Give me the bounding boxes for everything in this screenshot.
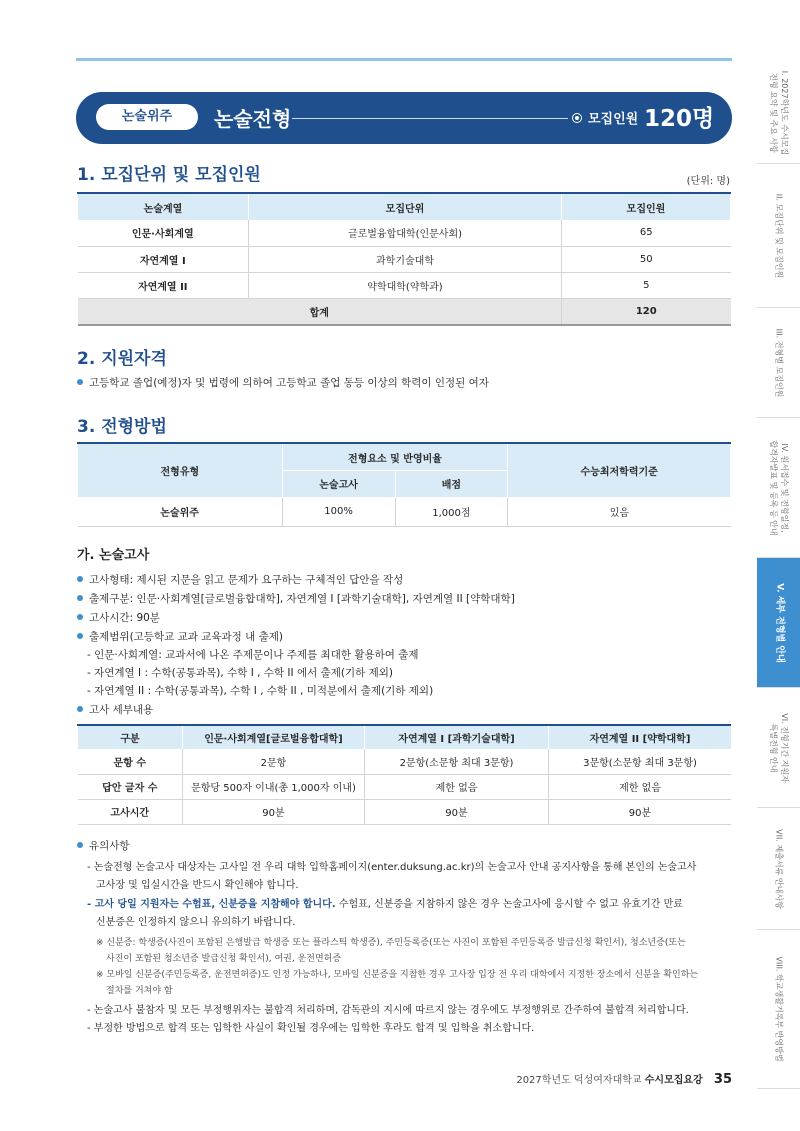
total-value: 120	[562, 298, 731, 325]
table-cell: 제한 없음	[549, 774, 732, 799]
table-cell: 답안 글자 수	[78, 774, 183, 799]
side-tab-label: IV. 원서접수 및 전형일정,	[779, 442, 789, 533]
banner-divider	[292, 118, 568, 119]
total-row	[78, 298, 731, 325]
note-rest-text: 수험표, 신분증을 지참하지 않은 경우 논술고사에 응시할 수 없고 유효기간 만료	[335, 899, 683, 910]
eligibility-text: 고등학교 졸업(예정)자 및 법령에 의하여 고등학교 졸업 동등 이상의 학력이 인정된 여자	[77, 375, 489, 390]
page-footer	[516, 1071, 732, 1087]
exam-detail-table	[77, 724, 731, 825]
table-cell: 문항 수	[78, 749, 183, 774]
table-cell: 65	[562, 220, 731, 246]
circle-dot-icon	[572, 113, 582, 123]
table-row	[78, 799, 732, 824]
unit-note: (단위: 명)	[686, 176, 730, 187]
exam-range-item: - 자연계열 I : 수학(공통과목), 수학 I , 수학 II 에서 출제(기하 제외)	[87, 667, 393, 679]
section1-title: 1. 모집단위 및 모집인원	[77, 165, 261, 185]
side-tab-label: II. 모집단위 및 모집인원	[774, 193, 783, 278]
table-cell: 인문·사회계열	[78, 220, 249, 246]
side-tab-2[interactable]	[757, 164, 800, 308]
table-cell: 90분	[549, 799, 732, 824]
table-header: 배점	[395, 471, 508, 498]
note-highlight-text: - 고사 당일 지원자는 수험표, 신분증을 지참해야 합니다.	[87, 899, 336, 910]
table-cell: 문항당 500자 이내(총 1,000자 이내)	[183, 774, 365, 799]
table-row	[78, 749, 732, 774]
table-header: 구분	[78, 725, 183, 749]
table-cell: 100%	[282, 497, 395, 526]
section3-title: 3. 전형방법	[77, 417, 167, 437]
table-cell: 2문항(소문항 최대 3문항)	[365, 749, 549, 774]
table-cell: 제한 없음	[365, 774, 549, 799]
exam-bullet: 출제구분: 인문·사회계열[글로벌융합대학], 자연계열 I [과학기술대학], 자연계열 II [약학대학]	[77, 591, 515, 606]
note-item: - 논술전형 논술고사 대상자는 고사일 전 우리 대학 입학홈페이지(enter.duksung.ac.kr)의 논술고사 안내 공지사항을 통해 본인의 논술고사	[87, 862, 697, 873]
banner-recruit-label: 모집인원	[588, 112, 639, 127]
table-cell: 자연계열 II	[78, 272, 249, 298]
remark: ※ 신분증: 학생증(사진이 포함된 은행발급 학생증 또는 플라스틱 학생증), 주민등록증(또는 사진이 포함된 주민등록증 발급신청 확인서), 청소년증(또는	[96, 938, 686, 948]
table-cell: 고사시간	[78, 799, 183, 824]
table-cell: 3문항(소문항 최대 3문항)	[549, 749, 732, 774]
table-cell: 있음	[508, 497, 731, 526]
table-cell: 약학대학(약학과)	[249, 272, 562, 298]
exam-bullet: 고사시간: 90분	[77, 610, 160, 625]
remark: 사진이 포함된 청소년증 발급신청 확인서), 여권, 운전면허증	[106, 954, 342, 964]
recruit-table	[77, 192, 731, 326]
exam-bullet: 출제범위(고등학교 교과 교육과정 내 출제)	[77, 629, 283, 644]
table-header: 자연계열 II [약학대학]	[549, 725, 732, 749]
exam-range-item: - 자연계열 II : 수학(공통과목), 수학 I , 수학 II , 미적분에서 출제(기하 제외)	[87, 685, 434, 697]
method-table	[77, 442, 731, 527]
banner-category-pill: 논술위주	[96, 104, 198, 130]
remark: ※ 모바일 신분증(주민등록증, 운전면허증)도 인정 가능하나, 모바일 신분증을 지참한 경우 고사장 입장 전 우리 대학에서 지정한 장소에서 신분을 확인하는	[96, 970, 699, 980]
side-tab-label: 전형 요약 및 주요 사항	[768, 72, 778, 153]
exam-subtitle: 가. 논술고사	[77, 548, 150, 563]
side-tab-8[interactable]	[757, 930, 800, 1089]
table-cell: 글로벌융합대학(인문사회)	[249, 220, 562, 246]
exam-range-item: - 인문·사회계열: 교과서에 나온 주제문이나 주제를 최대한 활용하여 출제	[87, 649, 419, 661]
table-header: 인문·사회계열[글로벌융합대학]	[183, 725, 365, 749]
table-header: 전형유형	[78, 443, 283, 497]
side-tab-6[interactable]	[757, 688, 800, 808]
table-row	[78, 220, 731, 246]
side-tab-label: 합격자발표 및 등록 등 안내	[768, 439, 778, 536]
table-cell: 1,000점	[395, 497, 508, 526]
side-tab-7[interactable]	[757, 808, 800, 930]
table-cell: 90분	[365, 799, 549, 824]
side-tab-label: VII. 제출서류 안내사항	[774, 828, 783, 909]
table-row	[78, 246, 731, 272]
side-tab-5-active[interactable]	[757, 558, 800, 688]
footer-bold-text: 수시모집요강	[644, 1075, 703, 1086]
exam-bullet: 고사형태: 제시된 지문을 읽고 문제가 요구하는 구체적인 답안을 작성	[77, 572, 403, 587]
table-cell: 논술위주	[78, 497, 283, 526]
top-rule	[76, 58, 732, 61]
table-cell: 2문항	[183, 749, 365, 774]
table-header: 전형요소 및 반영비율	[282, 443, 508, 471]
note-item: - 논술고사 불참자 및 모든 부정행위자는 불합격 처리하며, 감독관의 지시에 따르지 않는 경우에도 부정행위로 간주하여 불합격 처리합니다.	[87, 1005, 689, 1016]
banner-title: 논술전형	[214, 107, 292, 131]
table-header: 논술고사	[282, 471, 395, 498]
table-cell: 5	[562, 272, 731, 298]
side-tab-3[interactable]	[757, 308, 800, 418]
side-tab-label: I. 2027학년도 수시모집	[779, 70, 789, 155]
section2-title: 2. 지원자격	[77, 349, 167, 369]
banner-recruit-number: 120명	[644, 106, 715, 132]
table-cell: 90분	[183, 799, 365, 824]
side-tab-nav	[757, 62, 800, 1089]
side-tab-label: VIII. 학교생활기록부 반영방법	[774, 956, 783, 1062]
side-tab-4[interactable]	[757, 418, 800, 558]
table-header: 수능최저학력기준	[508, 443, 731, 497]
side-tab-label: V. 세부 전형별 안내	[774, 582, 784, 663]
total-label: 합계	[78, 298, 562, 325]
note-item: 신분증은 인정하지 않으니 유의하기 바랍니다.	[96, 917, 296, 928]
footer-text: 2027학년도 덕성여자대학교	[516, 1075, 642, 1086]
side-tab-label: 특별전형 안내	[768, 723, 778, 772]
table-row	[78, 497, 731, 526]
side-tab-label: VI. 전형기간 지원자	[779, 712, 789, 783]
table-header: 모집인원	[562, 193, 731, 220]
table-row	[78, 774, 732, 799]
table-header: 자연계열 I [과학기술대학]	[365, 725, 549, 749]
table-cell: 과학기술대학	[249, 246, 562, 272]
table-row	[78, 272, 731, 298]
table-cell: 자연계열 I	[78, 246, 249, 272]
section-banner	[76, 92, 732, 144]
side-tab-label: III. 전형별 모집인원	[774, 328, 783, 397]
exam-bullet: 고사 세부내용	[77, 702, 153, 717]
note-item: 고사장 및 입실시간을 반드시 확인해야 합니다.	[96, 880, 299, 891]
remark: 절차를 거쳐야 함	[106, 986, 173, 996]
table-header: 모집단위	[249, 193, 562, 220]
note-item: - 부정한 방법으로 합격 또는 입학한 사실이 확인될 경우에는 입학한 후라도 합격 및 입학을 취소합니다.	[87, 1023, 535, 1034]
side-tab-1[interactable]	[757, 62, 800, 164]
notes-title: 유의사항	[77, 838, 130, 853]
page-number: 35	[713, 1072, 732, 1087]
table-header: 논술계열	[78, 193, 249, 220]
table-cell: 50	[562, 246, 731, 272]
note-item-highlight	[87, 895, 683, 910]
